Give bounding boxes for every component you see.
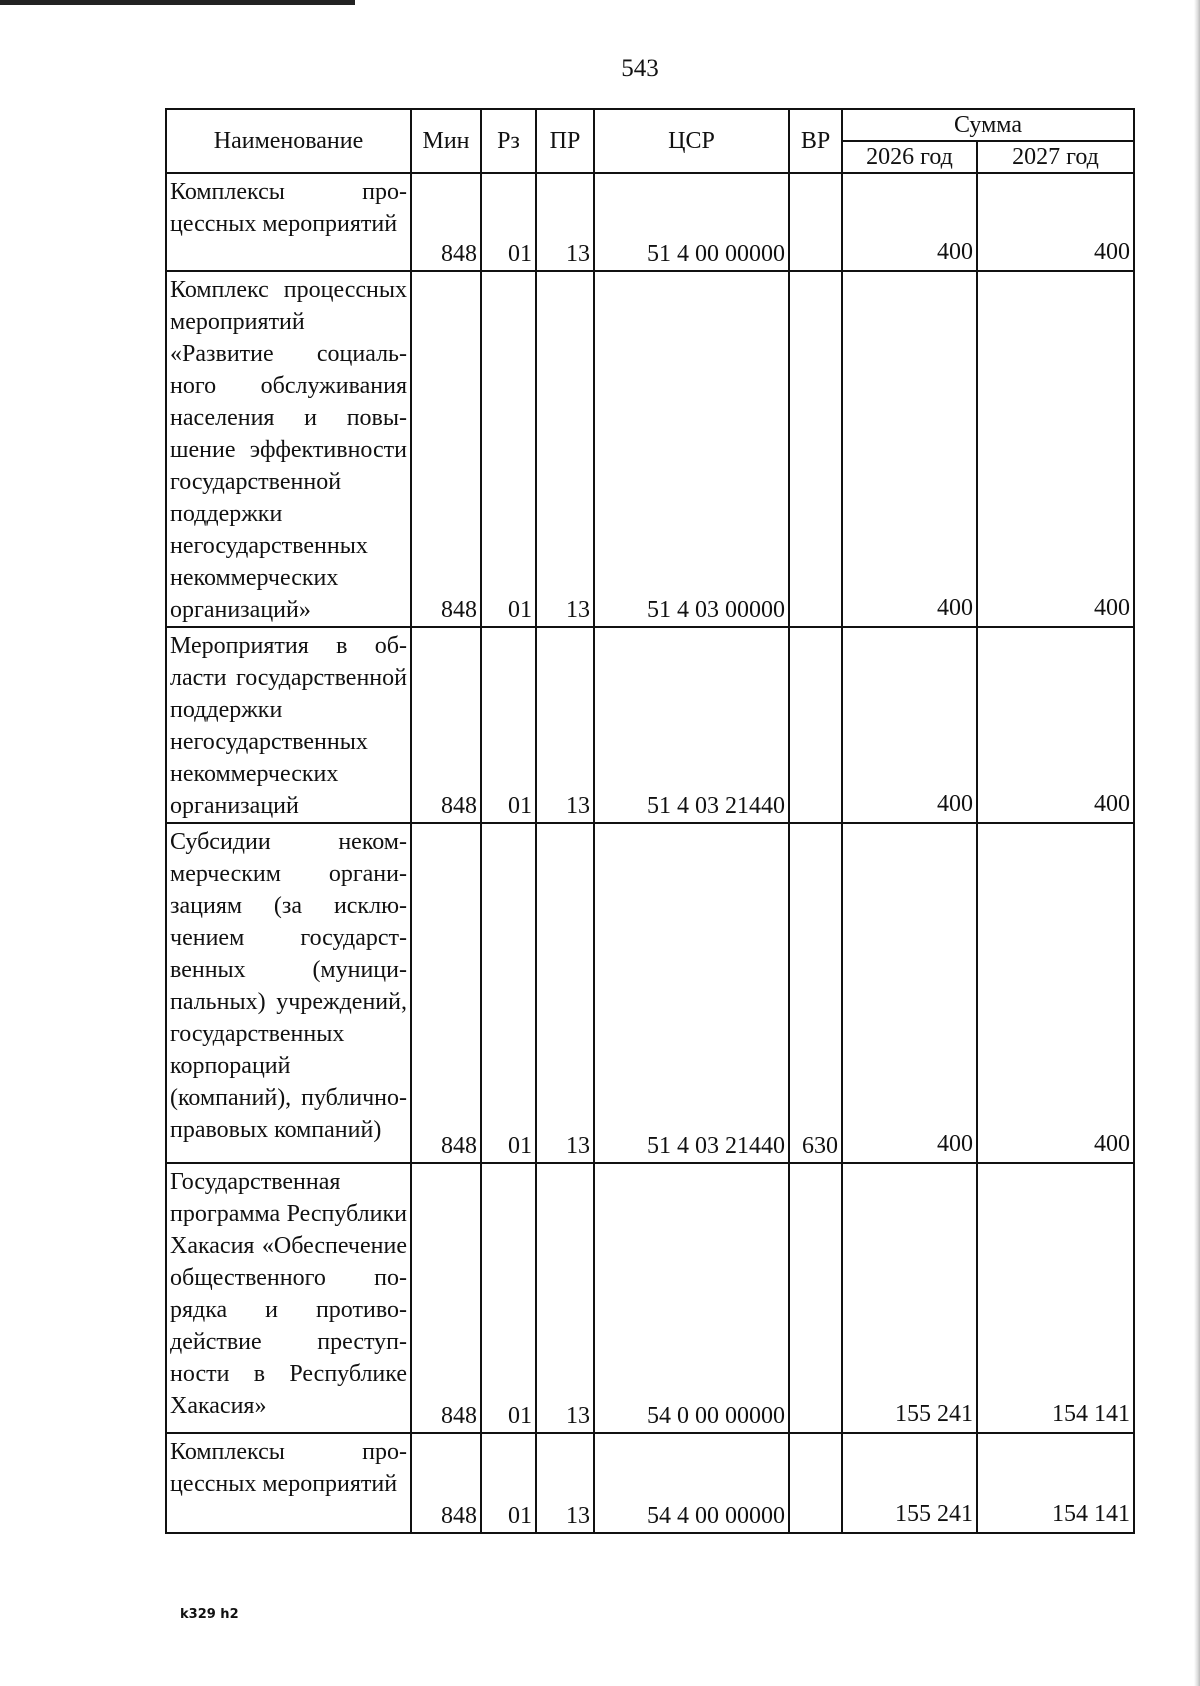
scan-edge-bar	[0, 0, 355, 5]
row-vr-cell	[789, 1163, 842, 1433]
row-name-cell: Комплексы процессных мероприятий	[166, 173, 411, 271]
row-min-cell: 848	[411, 823, 481, 1163]
row-min-cell: 848	[411, 1433, 481, 1533]
col-header-year-2027: 2027 год	[977, 141, 1134, 173]
row-vr-cell	[789, 271, 842, 627]
row-rz-cell: 01	[481, 823, 536, 1163]
scan-right-edge	[1194, 0, 1200, 1686]
page-number: 543	[621, 55, 659, 82]
row-pr-cell: 13	[536, 271, 594, 627]
footer-code: k329 h2	[180, 1607, 239, 1622]
col-header-year-2026: 2026 год	[842, 141, 977, 173]
row-name-cell: Комплексы процессных мероприятий	[166, 1433, 411, 1533]
row-sum-2027-cell: 400	[977, 271, 1134, 627]
row-sum-2027-cell: 154 141	[977, 1433, 1134, 1533]
row-name-cell: Субсидии некоммерческим организациям (за исключением государственных (муниципальных) учреждений, государственных корпораций (компаний), публично-правовых компаний)	[166, 823, 411, 1163]
row-min-cell: 848	[411, 271, 481, 627]
row-sum-2027-cell: 400	[977, 627, 1134, 823]
table-row	[166, 1433, 1134, 1533]
budget-table	[165, 108, 1135, 1534]
col-header-min: Мин	[411, 109, 481, 173]
table-header	[166, 109, 1134, 173]
row-sum-2026-cell: 400	[842, 173, 977, 271]
row-sum-2026-cell: 400	[842, 271, 977, 627]
row-sum-2027-cell: 400	[977, 823, 1134, 1163]
table-row	[166, 627, 1134, 823]
row-csr-cell: 51 4 03 21440	[594, 627, 789, 823]
col-header-csr: ЦСР	[594, 109, 789, 173]
row-min-cell: 848	[411, 627, 481, 823]
row-vr-cell: 630	[789, 823, 842, 1163]
table-row	[166, 271, 1134, 627]
table-row	[166, 173, 1134, 271]
row-rz-cell: 01	[481, 1433, 536, 1533]
row-pr-cell: 13	[536, 823, 594, 1163]
row-min-cell: 848	[411, 173, 481, 271]
row-sum-2026-cell: 155 241	[842, 1163, 977, 1433]
col-header-vr: ВР	[789, 109, 842, 173]
row-sum-2026-cell: 400	[842, 627, 977, 823]
header-row-top	[166, 109, 1134, 141]
row-csr-cell: 51 4 03 21440	[594, 823, 789, 1163]
row-pr-cell: 13	[536, 627, 594, 823]
row-sum-2026-cell: 155 241	[842, 1433, 977, 1533]
col-header-rz: Рз	[481, 109, 536, 173]
row-sum-2027-cell: 154 141	[977, 1163, 1134, 1433]
row-rz-cell: 01	[481, 1163, 536, 1433]
row-csr-cell: 51 4 00 00000	[594, 173, 789, 271]
row-name-cell: Комплекс процессных мероприятий «Развитие социального обслуживания населения и повышение эффективности государственной поддержки негосударственных некоммерческих организаций»	[166, 271, 411, 627]
row-csr-cell: 54 4 00 00000	[594, 1433, 789, 1533]
row-vr-cell	[789, 627, 842, 823]
row-rz-cell: 01	[481, 627, 536, 823]
table-body	[166, 173, 1134, 1533]
row-pr-cell: 13	[536, 173, 594, 271]
row-rz-cell: 01	[481, 271, 536, 627]
row-name-cell: Государственная программа Республики Хакасия «Обеспечение общественного порядка и противодействие преступности в Республике Хакасия»	[166, 1163, 411, 1433]
col-header-name: Наименование	[166, 109, 411, 173]
row-vr-cell	[789, 1433, 842, 1533]
table-row	[166, 823, 1134, 1163]
row-rz-cell: 01	[481, 173, 536, 271]
row-csr-cell: 54 0 00 00000	[594, 1163, 789, 1433]
table-row	[166, 1163, 1134, 1433]
row-sum-2027-cell: 400	[977, 173, 1134, 271]
col-header-sum: Сумма	[842, 109, 1134, 141]
row-vr-cell	[789, 173, 842, 271]
col-header-pr: ПР	[536, 109, 594, 173]
row-pr-cell: 13	[536, 1433, 594, 1533]
row-sum-2026-cell: 400	[842, 823, 977, 1163]
row-csr-cell: 51 4 03 00000	[594, 271, 789, 627]
row-pr-cell: 13	[536, 1163, 594, 1433]
row-name-cell: Мероприятия в области государственной поддержки негосударственных некоммерческих организаций	[166, 627, 411, 823]
row-min-cell: 848	[411, 1163, 481, 1433]
